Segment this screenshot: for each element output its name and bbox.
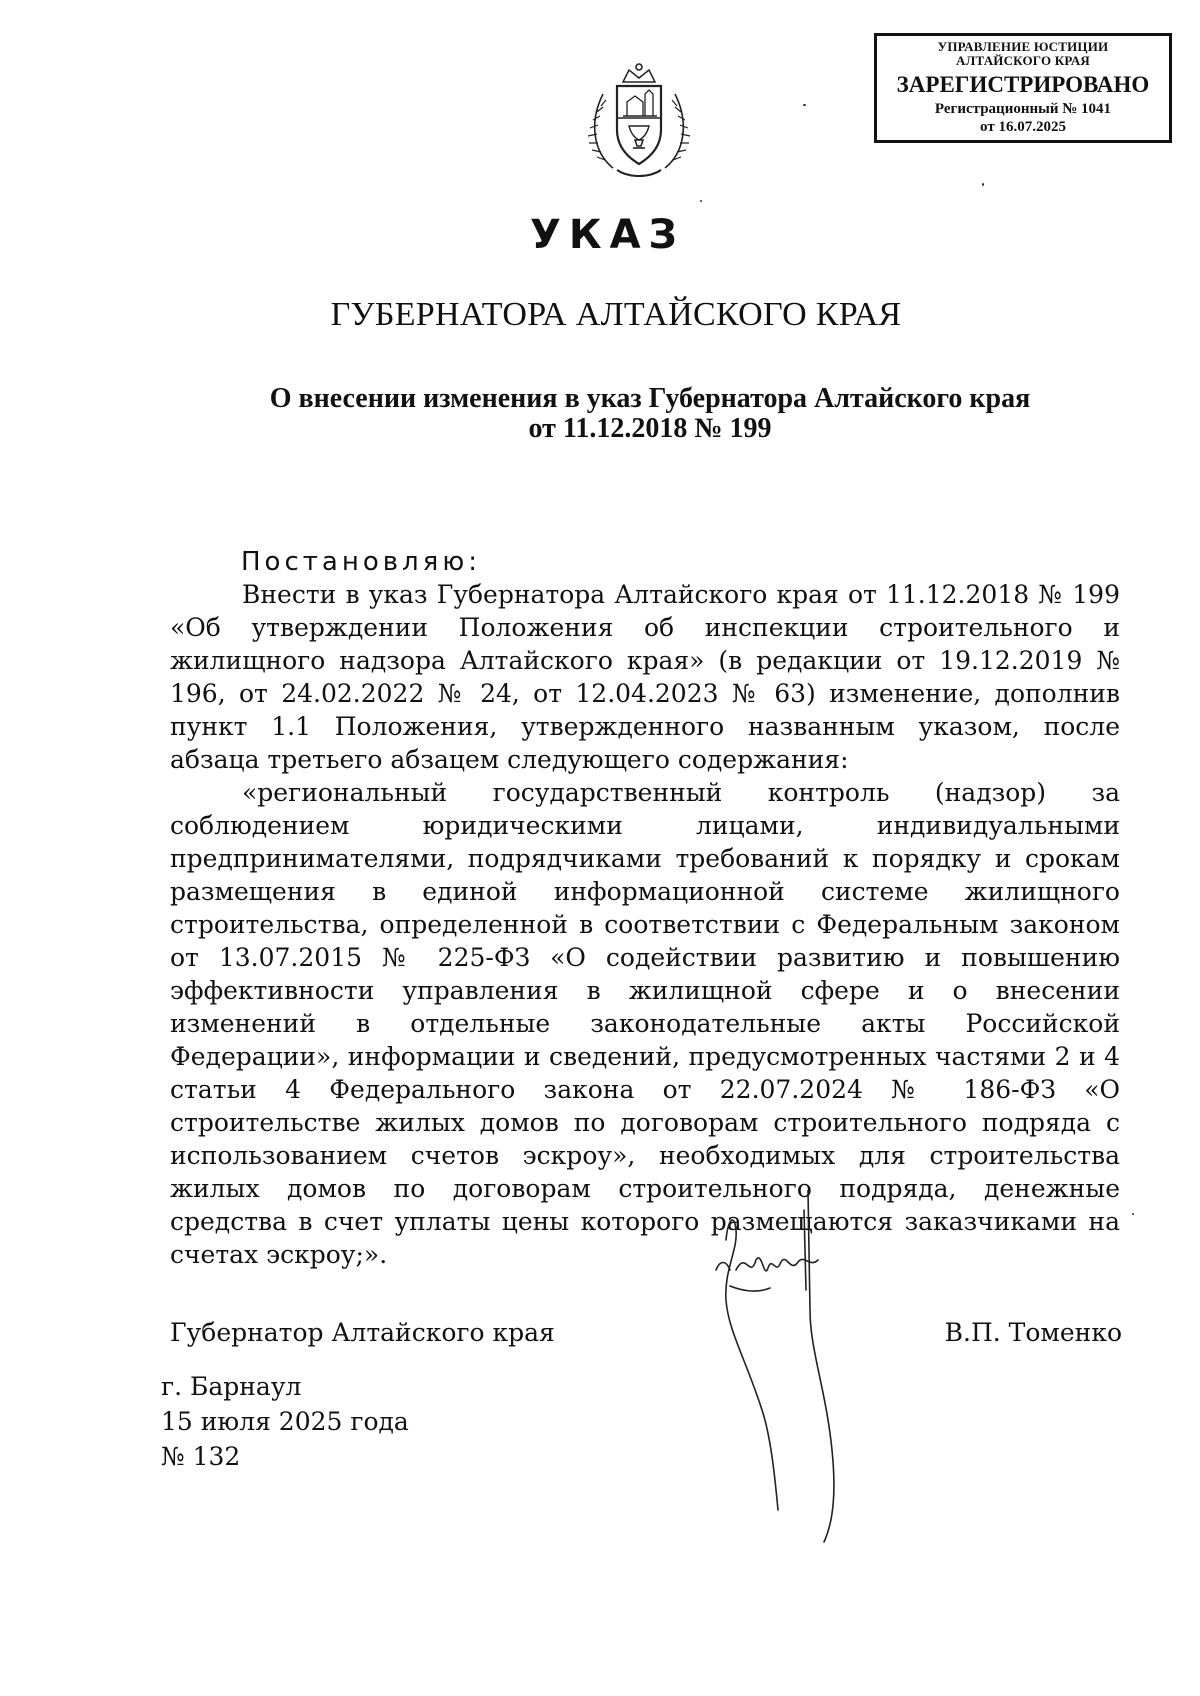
subject-line-1: О внесении изменения в указ Губернатора Алтайского края: [269, 383, 1031, 414]
signatory-name: В.П. Томенко: [944, 1318, 1122, 1347]
issue-date: 15 июля 2025 года: [161, 1407, 409, 1436]
issue-place: г. Барнаул: [161, 1372, 302, 1401]
scan-speck: [803, 104, 806, 106]
stamp-reg-date: от 16.07.2025: [980, 119, 1066, 135]
document-body: [170, 578, 1120, 1271]
stamp-reg-number: Регистрационный № 1041: [934, 101, 1112, 117]
scan-speck: [982, 183, 984, 186]
scan-speck: [1132, 1213, 1134, 1215]
stamp-status: ЗАРЕГИСТРИРОВАНО: [896, 72, 1150, 97]
stamp-line-1: УПРАВЛЕНИЕ ЮСТИЦИИ: [937, 39, 1109, 54]
handwritten-signature: [706, 1190, 916, 1560]
preamble: Постановляю:: [241, 547, 481, 577]
body-paragraph-2: «региональный государственный контроль (надзор) за соблюдением юридическими лицами, индивидуальными предпринимателями, подрядчиками требований к порядку и срокам размещения в единой информационной системе жилищного строительства, определенной в соответствии с Федеральным законом от 13.07.2015 № 225-ФЗ «О содействии развитию и повышению эффективности управления в жилищной сфере и о внесении изменений в отдельные законодательные акты Российской Федерации», информации и сведений, предусмотренных частями 2 и 4 статьи 4 Федерального закона от 22.07.2024 № 186-ФЗ «О строительстве жилых домов по договорам строительного подряда с использованием счетов эскроу», необходимых для строительства жилых домов по договорам строительного подряда, денежные средства в счет уплаты цены которого размещаются заказчиками на счетах эскроу;».: [170, 778, 1120, 1269]
stamp-line-2: АЛТАЙСКОГО КРАЯ: [956, 53, 1090, 68]
subject-line-2: от 11.12.2018 № 199: [528, 413, 772, 444]
registration-stamp: [874, 33, 1172, 143]
document-subject: [240, 384, 1060, 444]
document-issuer: ГУБЕРНАТОРА АЛТАЙСКОГО КРАЯ: [330, 296, 902, 333]
document-type-title: УКАЗ: [530, 212, 685, 258]
scan-speck: [700, 200, 702, 202]
document-number: № 132: [161, 1442, 241, 1471]
body-paragraph-1: Внести в указ Губернатора Алтайского края от 11.12.2018 № 199 «Об утверждении Положения об инспекции строительного и жилищного надзора Алтайского края» (в редакции от 19.12.2019 № 196, от 24.02.2022 № 24, от 12.04.2023 № 63) изменение, дополнив пункт 1.1 Положения, утвержденного названным указом, после абзаца третьего абзацем следующего содержания:: [170, 580, 1120, 774]
coat-of-arms-icon: [583, 60, 695, 182]
signatory-title: Губернатор Алтайского края: [170, 1318, 555, 1347]
